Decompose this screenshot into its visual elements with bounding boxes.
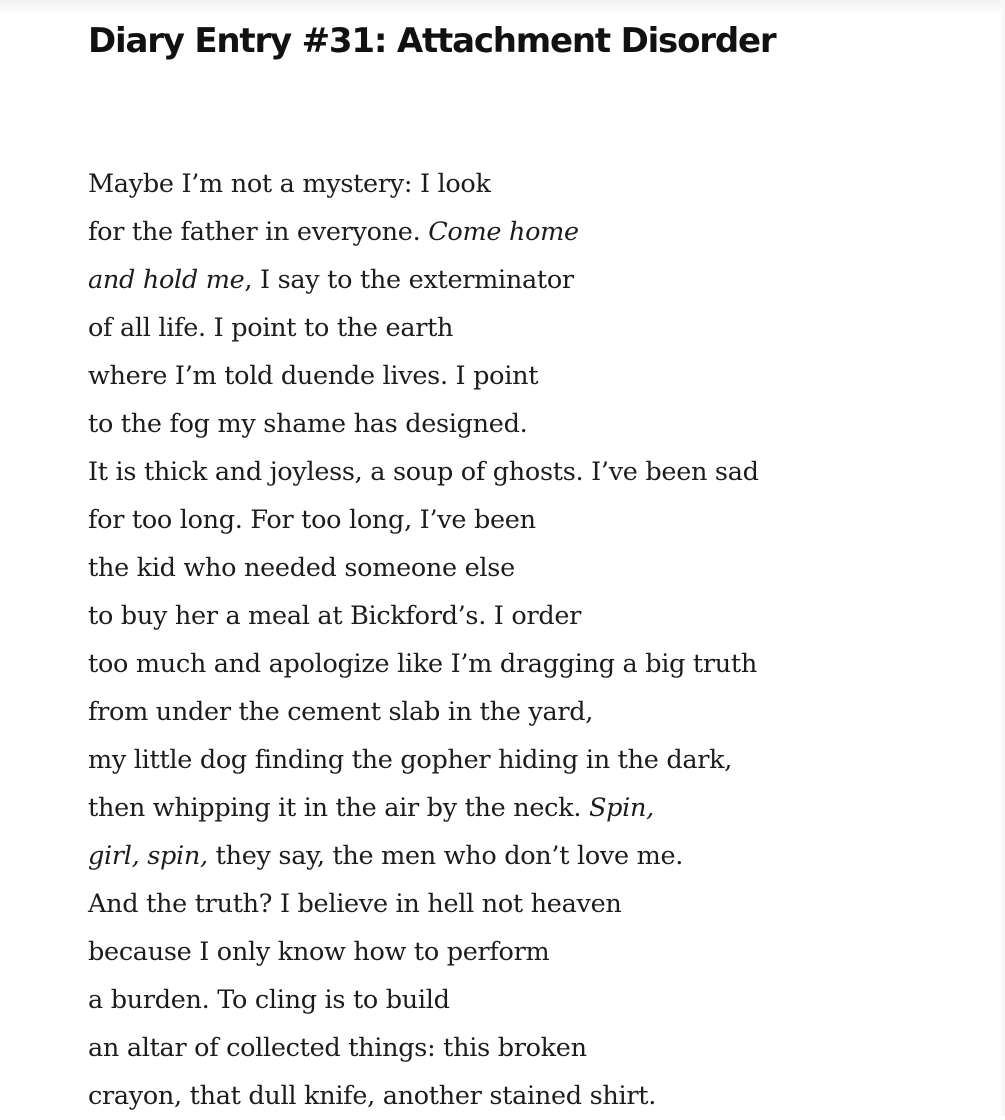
poem-line-text: of all life. I point to the earth [88,313,454,343]
poem-line-text: Maybe I’m not a mystery: I look [88,169,491,199]
poem-line-text: from under the cement slab in the yard, [88,697,594,727]
poem-line [88,256,759,304]
poem-line [88,160,759,208]
poem-line [88,880,759,928]
poem-line-text: because I only know how to perform [88,937,550,967]
poem-line [88,208,759,256]
poem-line-text: where I’m told duende lives. I point [88,361,539,391]
page-title: Diary Entry #31: Attachment Disorder [88,21,776,61]
poem-line-text: It is thick and joyless, a soup of ghosts. I’ve been sad [88,457,759,487]
poem-line [88,304,759,352]
poem-line-text: And the truth? I believe in hell not heaven [88,889,622,919]
poem-line [88,976,759,1024]
poem-line [88,1072,759,1120]
poem-line [88,736,759,784]
poem-line [88,496,759,544]
poem-line-italic-text: Spin, [588,793,654,823]
poem-body [88,160,759,1120]
poem-line-text: my little dog finding the gopher hiding in the dark, [88,745,733,775]
poem-line [88,448,759,496]
page-edge [1001,0,1005,1116]
poem-line-text: crayon, that dull knife, another stained shirt. [88,1081,657,1111]
poem-line-text: a burden. To cling is to build [88,985,450,1015]
poem-line [88,400,759,448]
poem-line [88,1024,759,1072]
poem-line [88,688,759,736]
poem-line-italic-text: Come home [428,217,579,247]
poem-line-text: an altar of collected things: this broken [88,1033,587,1063]
poem-line-text: for the father in everyone. [88,217,429,247]
poem-line [88,928,759,976]
poem-line [88,832,759,880]
poem-line-text: to the fog my shame has designed. [88,409,528,439]
poem-line [88,592,759,640]
poem-line [88,544,759,592]
poem-line-text: they say, the men who don’t love me. [207,841,684,871]
poem-line-italic-text: and hold me [88,265,245,295]
poem-line-text: , I say to the exterminator [244,265,574,295]
poem-line [88,784,759,832]
poem-line-text: for too long. For too long, I’ve been [88,505,536,535]
poem-line [88,640,759,688]
poem-line-text: too much and apologize like I’m dragging a big truth [88,649,757,679]
poem-line [88,352,759,400]
top-edge-shadow [0,0,1005,14]
poem-line-text: the kid who needed someone else [88,553,515,583]
poem-line-italic-text: girl, spin, [88,841,208,871]
poem-line-text: then whipping it in the air by the neck. [88,793,589,823]
poem-line-text: to buy her a meal at Bickford’s. I order [88,601,582,631]
